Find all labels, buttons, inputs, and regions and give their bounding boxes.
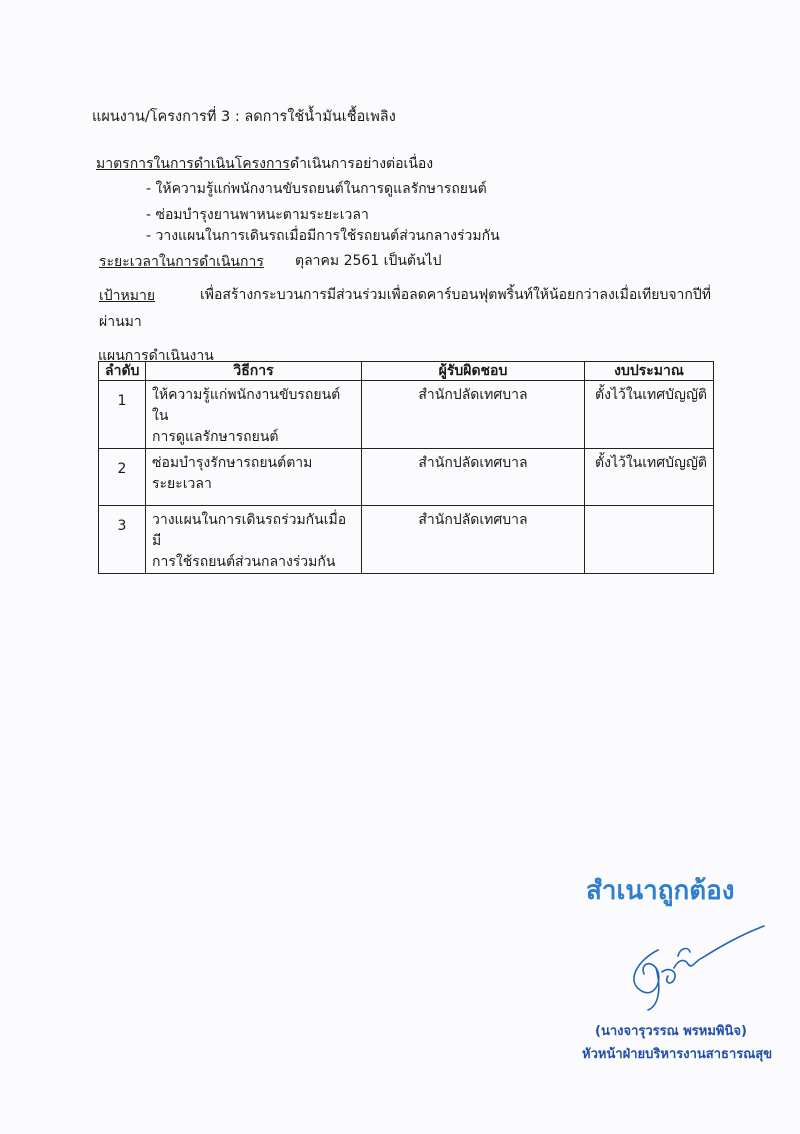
table-row [99, 381, 714, 449]
row-method-line-1: ซ่อมบำรุงรักษารถยนต์ตาม [152, 455, 313, 471]
row-method [146, 506, 362, 574]
signer-role: หัวหน้าฝ่ายบริหารงานสาธารณสุข [582, 1047, 773, 1062]
header-responsible: ผู้รับผิดชอบ [362, 362, 585, 381]
row-method-line-1: วางแผนในการเดินรถร่วมกันเมื่อมี [152, 512, 347, 549]
goal-value: เพื่อสร้างกระบวนการมีส่วนร่วมเพื่อลดคาร์บอนฟุตพริ้นท์ให้น้อยกว่าลงเมื่อเทียบจากปีที่ [200, 287, 711, 303]
row-order: 3 [99, 506, 146, 574]
plan-table-title: แผนการดำเนินงาน [98, 348, 214, 364]
row-responsible: สำนักปลัดเทศบาล [362, 381, 585, 449]
project-title: แผนงาน/โครงการที่ 3 : ลดการใช้น้ำมันเชื้อเพลิง [92, 109, 396, 125]
measure-bullet-1: - ให้ความรู้แก่พนักงานขับรถยนต์ในการดูแลรักษารถยนต์ [146, 181, 487, 197]
table-row [99, 449, 714, 506]
measure-bullet-2: - ซ่อมบำรุงยานพาหนะตามระยะเวลา [146, 207, 369, 223]
plan-table [98, 361, 714, 574]
measures-label: มาตรการในการดำเนินโครงการ [96, 156, 290, 172]
period-value: ตุลาคม 2561 เป็นต้นไป [295, 253, 442, 269]
period-label: ระยะเวลาในการดำเนินการ [99, 254, 264, 270]
row-method-line-1: ให้ความรู้แก่พนักงานขับรถยนต์ใน [152, 387, 341, 424]
row-method [146, 381, 362, 449]
row-method-line-2: ระยะเวลา [152, 476, 212, 492]
row-order: 1 [99, 381, 146, 449]
table-header-row [99, 362, 714, 381]
row-budget [585, 506, 714, 574]
signer-name: (นางจารุวรรณ พรหมพินิจ) [595, 1024, 747, 1039]
row-method-line-2: การใช้รถยนต์ส่วนกลางร่วมกัน [152, 554, 336, 570]
header-method: วิธีการ [146, 362, 362, 381]
row-budget: ตั้งไว้ในเทศบัญญัติ [585, 381, 714, 449]
goal-label: เป้าหมาย [99, 288, 156, 304]
row-responsible: สำนักปลัดเทศบาล [362, 449, 585, 506]
row-method-line-2: การดูแลรักษารถยนต์ [152, 429, 279, 445]
certified-copy-stamp: สำเนาถูกต้อง [586, 875, 735, 905]
row-order: 2 [99, 449, 146, 506]
table-row [99, 506, 714, 574]
row-responsible: สำนักปลัดเทศบาล [362, 506, 585, 574]
header-budget: งบประมาณ [585, 362, 714, 381]
signature-image [618, 920, 768, 1012]
row-method [146, 449, 362, 506]
row-budget: ตั้งไว้ในเทศบัญญัติ [585, 449, 714, 506]
measures-value: ดำเนินการอย่างต่อเนื่อง [290, 156, 434, 172]
measure-bullet-3: - วางแผนในการเดินรถเมื่อมีการใช้รถยนต์ส่วนกลางร่วมกัน [146, 228, 500, 244]
header-order: ลำดับ [99, 362, 146, 381]
goal-continuation: ผ่านมา [99, 314, 142, 330]
